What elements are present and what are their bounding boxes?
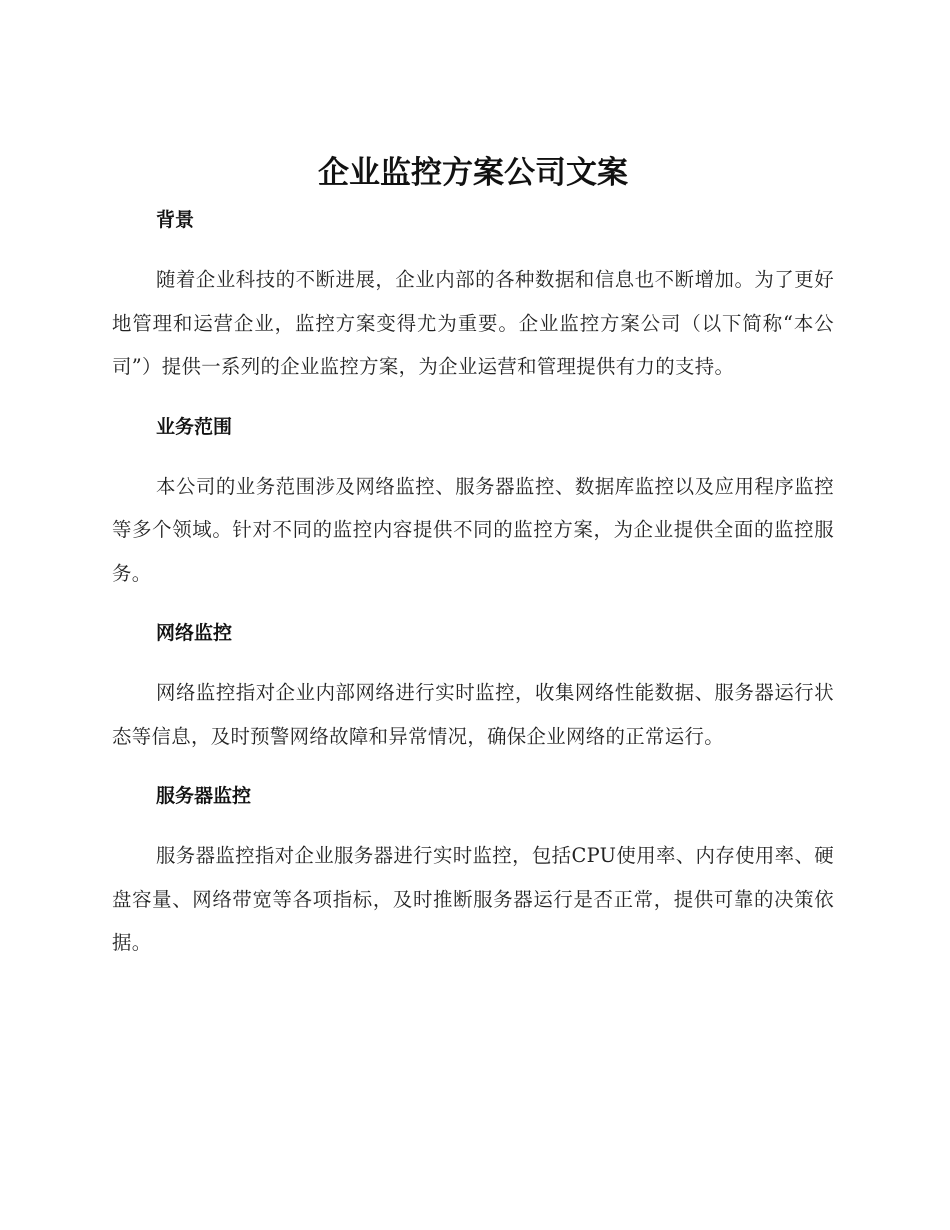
section-server-monitoring xyxy=(112,782,834,965)
section-heading-business-scope: 业务范围 xyxy=(156,415,233,438)
section-background xyxy=(112,206,834,389)
section-paragraph-network-monitoring: 网络监控指对企业内部网络进行实时监控，收集网络性能数据、服务器运行状态等信息，及时预警网络故障和异常情况，确保企业网络的正常运行。 xyxy=(112,681,834,748)
section-paragraph-server-monitoring: 服务器监控指对企业服务器进行实时监控，包括CPU使用率、内存使用率、硬盘容量、网络带宽等各项指标，及时推断服务器运行是否正常，提供可靠的决策依据。 xyxy=(112,844,834,954)
section-business-scope xyxy=(112,413,834,596)
section-heading-server-monitoring: 服务器监控 xyxy=(156,785,252,807)
document-page xyxy=(112,150,834,965)
section-paragraph-business-scope: 本公司的业务范围涉及网络监控、服务器监控、数据库监控以及应用程序监控等多个领域。针对不同的监控内容提供不同的监控方案，为企业提供全面的监控服务。 xyxy=(112,474,834,585)
document-title: 企业监控方案公司文案 xyxy=(318,155,628,191)
section-paragraph-background: 随着企业科技的不断进展，企业内部的各种数据和信息也不断增加。为了更好地管理和运营企业，监控方案变得尤为重要。企业监控方案公司（以下简称“本公司”）提供一系列的企业监控方案，为企业运营和管理提供有力的支持。 xyxy=(112,268,834,378)
section-network-monitoring xyxy=(112,619,834,758)
section-heading-network-monitoring: 网络监控 xyxy=(156,622,233,644)
section-heading-background: 背景 xyxy=(156,209,195,231)
